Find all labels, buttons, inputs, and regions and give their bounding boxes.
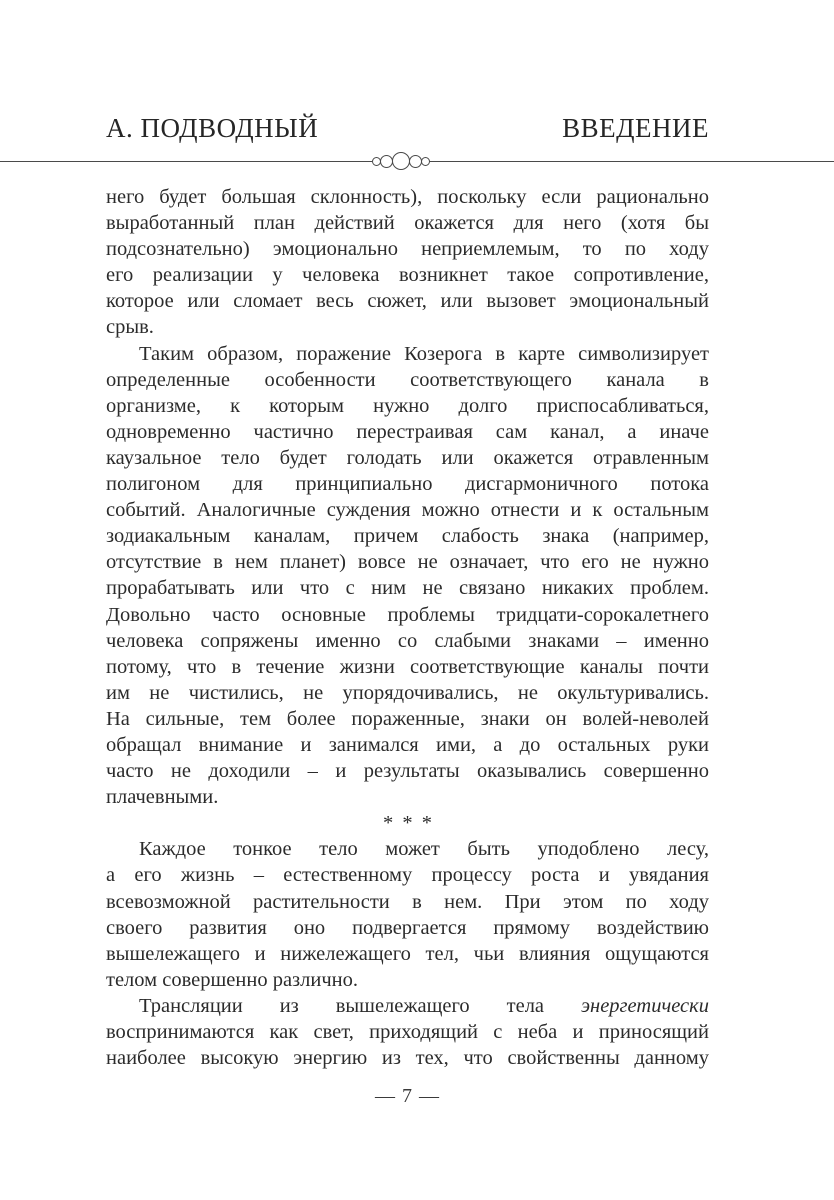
ornament-circle-icon xyxy=(380,155,393,168)
ornament-circle-icon xyxy=(392,152,410,170)
text-line: его реализации у человека возникнет такое сопротивление, xyxy=(106,264,709,287)
text-line: наиболее высокую энергию из тех, что свойственны данному xyxy=(106,1047,709,1070)
text-line: плачевными. xyxy=(106,786,219,809)
section-separator: * * * xyxy=(383,812,432,835)
text-line: каузальное тело будет голодать или окажется отравленным xyxy=(106,446,709,469)
text-line: прорабатывать или что с ним не связано никаких проблем. xyxy=(106,577,709,600)
paragraph xyxy=(106,341,709,811)
paragraph xyxy=(106,184,709,341)
text-line: часто не доходили – и результаты оказывались совершенно xyxy=(106,760,709,783)
text-line: зодиакальным каналам, причем слабость знака (например, xyxy=(106,525,709,548)
text-line: им не чистились, не упорядочивались, не окультуривались. xyxy=(106,681,709,704)
ornament-circle-icon xyxy=(409,155,422,168)
paragraph xyxy=(106,993,709,1071)
text-line: своего развития оно подвергается прямому воздействию xyxy=(106,916,709,939)
text-line: срыв. xyxy=(106,316,154,339)
text-line: выработанный план действий окажется для него (хотя бы xyxy=(106,212,709,235)
text-line: На сильные, тем более пораженные, знаки он волей-неволей xyxy=(106,707,709,730)
page-footer xyxy=(106,1083,709,1109)
paragraph xyxy=(106,836,709,993)
body-text xyxy=(106,184,709,1071)
page-number: — 7 — xyxy=(375,1085,440,1107)
author-name: А. ПОДВОДНЫЙ xyxy=(106,113,319,143)
section-title: ВВЕДЕНИЕ xyxy=(562,113,709,143)
circle-divider-ornament xyxy=(372,152,429,170)
text-line: человека сопряжены именно со слабыми знаками – именно xyxy=(106,629,709,652)
page-header xyxy=(106,112,709,144)
rule-left-segment xyxy=(0,161,372,162)
text-line: событий. Аналогичные суждения можно отнести и к остальным xyxy=(106,499,709,522)
text-line: а его жизнь – естественному процессу роста и увядания xyxy=(106,864,709,887)
text-line: потому, что в течение жизни соответствующие каналы почти xyxy=(106,655,709,678)
header-rule xyxy=(0,152,834,170)
text-line: организме, к которым нужно долго приспосабливаться, xyxy=(106,394,709,417)
text-line: подсознательно) эмоционально неприемлемым, то по ходу xyxy=(106,238,709,261)
text-line: воспринимаются как свет, приходящий с неба и приносящий xyxy=(106,1021,709,1043)
text-line: обращал внимание и занимался ими, а до остальных руки xyxy=(106,733,709,756)
rule-right-segment xyxy=(429,161,834,162)
text-line: Трансляции из вышележащего тела энергетически xyxy=(139,994,709,1017)
text-line: вышележащего и нижележащего тел, чьи влияния ощущаются xyxy=(106,942,709,965)
text-line: всевозможной растительности в нем. При этом по ходу xyxy=(106,890,709,913)
text-line: Каждое тонкое тело может быть уподоблено лесу, xyxy=(139,838,709,861)
text-line: Таким образом, поражение Козерога в карте символизирует xyxy=(139,342,709,365)
text-line: определенные особенности соответствующего канала в xyxy=(106,368,709,391)
text-line: него будет большая склонность), поскольку если рационально xyxy=(106,186,709,208)
text-line: которое или сломает весь сюжет, или вызовет эмоциональный xyxy=(106,290,709,313)
text-line: одновременно частично перестраивая сам канал, а иначе xyxy=(106,420,709,443)
text-line: полигоном для принципиально дисгармоничного потока xyxy=(106,473,709,496)
text-line: Довольно часто основные проблемы тридцати-сорокалетнего xyxy=(106,603,709,626)
text-line: отсутствие в нем планет) вовсе не означает, что его не нужно xyxy=(106,551,709,574)
text-line: телом совершенно различно. xyxy=(106,968,359,991)
